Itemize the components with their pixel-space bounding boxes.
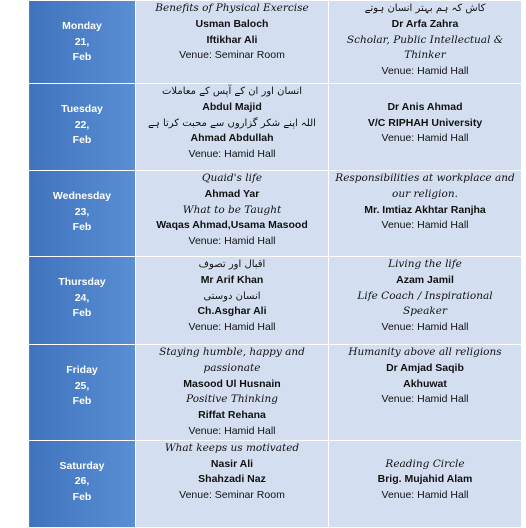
session-cell-right <box>329 345 522 441</box>
speaker-name: Iftikhar Ali <box>206 33 258 46</box>
speaker-name: Ch.Asghar Ali <box>197 305 267 318</box>
session-title: our religion. <box>392 187 458 200</box>
speaker-name: Riffat Rehana <box>198 409 266 422</box>
session-title: اقبال اور تصوف <box>198 259 266 270</box>
venue-text: Venue: Hamid Hall <box>381 65 469 78</box>
schedule-row <box>29 84 522 171</box>
session-title: Humanity above all religions <box>348 346 502 358</box>
session-title: Speaker <box>403 305 447 318</box>
speaker-name: Ahmad Yar <box>204 187 260 200</box>
venue-text: Venue: Hamid Hall <box>381 132 469 145</box>
schedule-row <box>29 171 522 257</box>
day-day: Wednesday <box>52 190 112 202</box>
session-title: انسان دوستی <box>203 290 261 302</box>
session-title: passionate <box>203 361 261 374</box>
day-month: Feb <box>72 307 92 319</box>
day-cell <box>29 84 136 171</box>
speaker-name: Ahmad Abdullah <box>190 132 274 145</box>
day-cell <box>29 171 136 257</box>
day-month: Feb <box>72 134 92 146</box>
session-title: Thinker <box>404 49 446 62</box>
day-date: 26, <box>74 475 90 488</box>
session-cell-left <box>136 1 329 84</box>
venue-text: Venue: Hamid Hall <box>381 393 469 406</box>
speaker-name: Waqas Ahmad,Usama Masood <box>156 219 308 232</box>
session-title: اللہ اپنے شکر گزاروں سے محبت کرتا ہے <box>148 117 316 129</box>
day-day: Tuesday <box>61 103 103 115</box>
day-date: 24, <box>74 291 90 304</box>
session-title: Scholar, Public Intellectual & <box>346 33 504 46</box>
venue-text: Venue: Hamid Hall <box>188 321 276 334</box>
session-title: Reading Circle <box>385 457 465 470</box>
schedule-row <box>29 1 522 84</box>
day-month: Feb <box>72 490 92 503</box>
venue-text: Venue: Hamid Hall <box>188 235 276 248</box>
session-cell-left <box>136 257 329 345</box>
session-cell-left <box>136 84 329 171</box>
session-cell-right <box>329 257 522 345</box>
schedule-body <box>29 1 522 528</box>
speaker-name: Dr Arfa Zahra <box>391 17 459 30</box>
speaker-name: Brig. Mujahid Alam <box>377 473 473 486</box>
venue-text: Venue: Hamid Hall <box>381 489 469 502</box>
schedule-table <box>28 0 522 528</box>
day-date: 22, <box>74 118 90 131</box>
day-day: Thursday <box>58 276 106 288</box>
day-day: Monday <box>62 20 102 32</box>
day-month: Feb <box>72 395 92 407</box>
session-title: What keeps us motivated <box>164 441 300 454</box>
speaker-name: Akhuwat <box>403 377 447 390</box>
session-cell-right <box>329 1 522 84</box>
session-cell-right <box>329 171 522 257</box>
session-title: Benefits of Physical Exercise <box>155 2 309 14</box>
speaker-name: Dr Anis Ahmad <box>387 100 463 113</box>
day-cell <box>29 1 136 84</box>
speaker-name: Shahzadi Naz <box>198 473 266 486</box>
session-title: Quaid's life <box>201 172 263 184</box>
speaker-name: Mr. Imtiaz Akhtar Ranjha <box>364 203 486 216</box>
day-date: 21, <box>74 35 90 48</box>
day-cell <box>29 345 136 441</box>
session-cell-left <box>136 345 329 441</box>
session-title: Positive Thinking <box>186 393 278 406</box>
session-title: Life Coach / Inspirational <box>357 289 493 302</box>
venue-text: Venue: Hamid Hall <box>188 148 276 161</box>
session-cell-right <box>329 440 522 527</box>
day-date: 25, <box>74 379 90 392</box>
session-cell-left <box>136 440 329 527</box>
schedule-row <box>29 345 522 441</box>
venue-text: Venue: Seminar Room <box>179 489 285 502</box>
speaker-name: Masood Ul Husnain <box>183 377 281 390</box>
session-cell-left <box>136 171 329 257</box>
day-day: Friday <box>66 364 98 376</box>
speaker-name: Abdul Majid <box>202 100 262 113</box>
venue-text: Venue: Seminar Room <box>179 49 285 62</box>
session-title <box>329 441 521 457</box>
speaker-name: Nasir Ali <box>210 457 254 470</box>
speaker-name: V/C RIPHAH University <box>367 116 483 129</box>
session-title: کاش کہ ہم بہتر انسان ہوتے <box>364 3 486 14</box>
speaker-name: Mr Arif Khan <box>200 273 264 286</box>
session-title <box>329 84 521 100</box>
session-title: Responsibilities at workplace and <box>335 172 515 184</box>
session-cell-right <box>329 84 522 171</box>
day-cell <box>29 257 136 345</box>
speaker-name: Usman Baloch <box>195 17 269 30</box>
venue-text: Venue: Hamid Hall <box>188 424 276 437</box>
session-title: What to be Taught <box>182 203 282 216</box>
schedule-row <box>29 257 522 345</box>
day-day: Saturday <box>59 459 105 472</box>
venue-text: Venue: Hamid Hall <box>381 219 469 232</box>
day-month: Feb <box>72 51 92 63</box>
speaker-name: Dr Amjad Saqib <box>386 361 464 374</box>
schedule-row <box>29 440 522 527</box>
session-title: انسان اور ان کے آپس کے معاملات <box>161 86 303 97</box>
session-title: Staying humble, happy and <box>159 346 305 358</box>
day-cell <box>29 440 136 527</box>
schedule-sheet <box>28 0 526 526</box>
day-month: Feb <box>72 221 92 233</box>
venue-text: Venue: Hamid Hall <box>381 321 469 334</box>
session-title: Living the life <box>388 258 462 270</box>
speaker-name: Azam Jamil <box>396 273 454 286</box>
day-date: 23, <box>74 205 90 218</box>
